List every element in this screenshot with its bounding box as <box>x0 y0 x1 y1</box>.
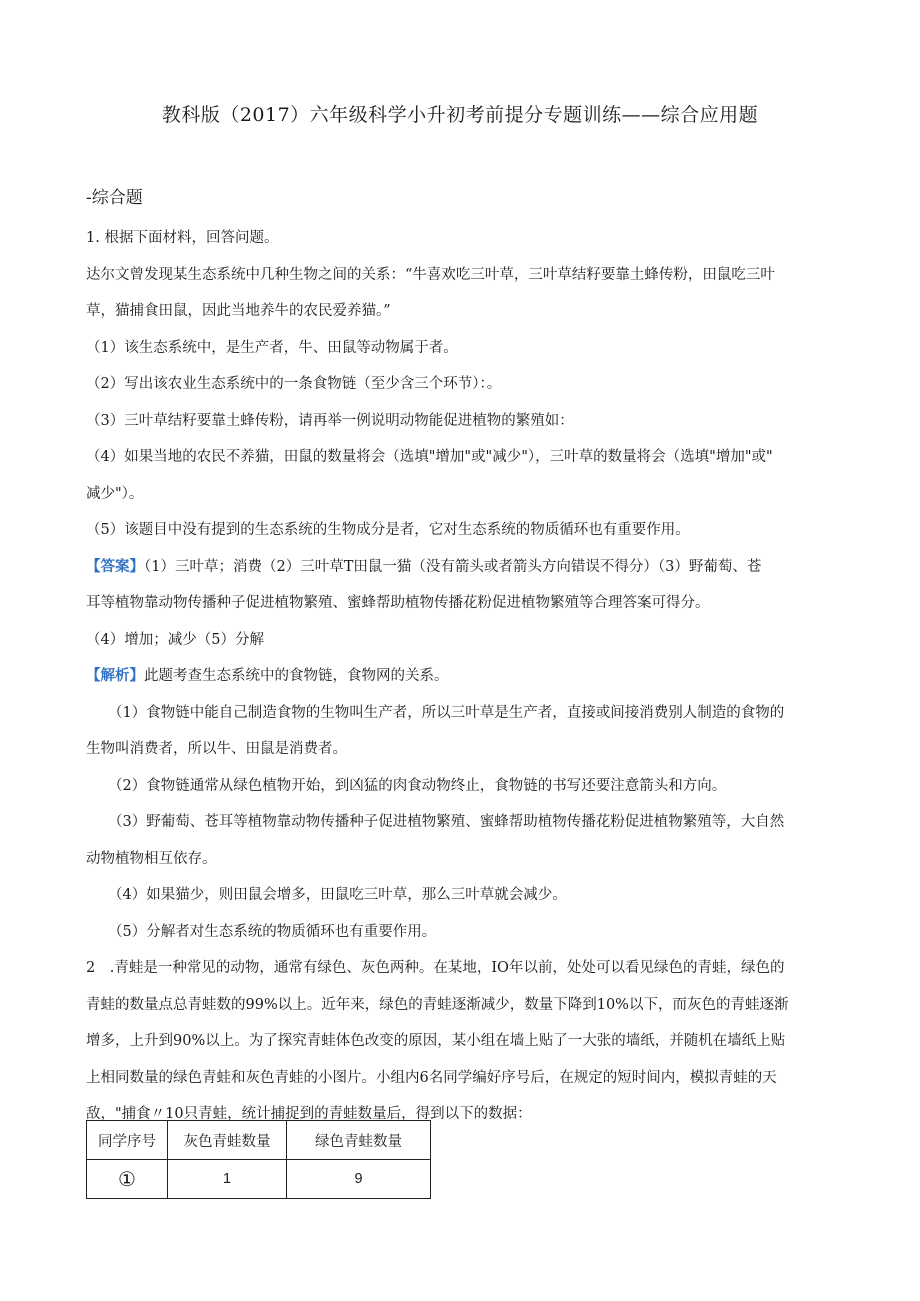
q2-text-line: 敌，"捕食〃10只青蛙，统计捕捉到的青蛙数量后，得到以下的数据： <box>86 1106 532 1122</box>
q1-analysis-line: 动物植物相互依存。 <box>86 850 217 867</box>
q1-sub-question-2: （2）写出该农业生态系统中的一条食物链（至少含三个环节）：。 <box>86 376 502 392</box>
table-header-cell: 灰色青蛙数量 <box>168 1121 287 1160</box>
q1-sub-question-4: （4）如果当地的农民不养猫，田鼠的数量将会（选填"增加"或"减少"），三叶草的数量将会（选填"增加"或" <box>86 449 773 465</box>
q1-sub-question-3: （3）三叶草结籽要靠土蜂传粉，请再举一例说明动物能促进植物的繁殖如： <box>86 412 574 429</box>
document-body <box>86 220 832 1133</box>
table-cell: 9 <box>287 1160 431 1199</box>
q1-material-line: 达尔文曾发现某生态系统中几种生物之间的关系：“牛喜欢吃三叶草，三叶草结籽要靠土蜂传粉，田鼠吃三叶 <box>86 266 775 283</box>
table-header-cell: 同学序号 <box>87 1121 168 1160</box>
q1-intro: 1. 根据下面材料，回答问题。 <box>86 230 279 246</box>
q1-analysis-line: （1）食物链中能自己制造食物的生物叫生产者，所以三叶草是生产者，直接或间接消费别人制造的食物的 <box>108 704 785 721</box>
q2-text-line: 增多，上升到90%以上。为了探究青蛙体色改变的原因，某小组在墙上贴了一大张的墙纸，并随机在墙纸上贴 <box>86 1033 786 1049</box>
analysis-tag: 【解析】 <box>86 667 144 684</box>
section-heading: -综合题 <box>86 188 143 208</box>
q2-text-line: 上相同数量的绿色青蛙和灰色青蛙的小图片。小组内6名同学编好序号后，在规定的短时间内，模拟青蛙的天 <box>86 1069 777 1086</box>
table-cell: ① <box>87 1160 168 1199</box>
q1-sub-question-4-cont: 减少"）。 <box>86 485 144 502</box>
q1-analysis-line: （4）如果猫少，则田鼠会增多，田鼠吃三叶草，那么三叶草就会减少。 <box>108 887 567 903</box>
q1-answer-line: 耳等植物靠动物传播种子促进植物繁殖、蜜蜂帮助植物传播花粉促进植物繁殖等合理答案可得分。 <box>86 595 710 611</box>
analysis-text: 此题考查生态系统中的食物链，食物网的关系。 <box>144 668 449 684</box>
q2-text-line: 青蛙的数量点总青蛙数的99%以上。近年来，绿色的青蛙逐渐减少，数量下降到10%以下，而灰色的青蛙逐渐 <box>86 996 789 1013</box>
table-row <box>87 1160 431 1199</box>
q1-sub-question-1: （1）该生态系统中，是生产者，牛、田鼠等动物属于者。 <box>86 339 458 356</box>
q1-analysis-line: （3）野葡萄、苍耳等植物靠动物传播种子促进植物繁殖、蜜蜂帮助植物传播花粉促进植物繁殖等，大自然 <box>108 814 785 830</box>
q1-analysis-line: （2）食物链通常从绿色植物开始，到凶猛的肉食动物终止，食物链的书写还要注意箭头和方向。 <box>108 777 727 794</box>
q1-analysis-line <box>86 658 832 695</box>
q1-sub-question-5: （5）该题目中没有提到的生态系统的生物成分是者，它对生态系统的物质循环也有重要作用。 <box>86 522 690 538</box>
frog-data-table <box>86 1120 431 1199</box>
q1-answer-line: （4）增加；减少（5）分解 <box>86 631 264 648</box>
table-cell: 1 <box>168 1160 287 1199</box>
page-title: 教科版（2017）六年级科学小升初考前提分专题训练——综合应用题 <box>161 104 759 126</box>
q1-material-line: 草，猫捕食田鼠，因此当地养牛的农民爱养猫。” <box>86 303 391 319</box>
table-header-row <box>87 1121 431 1160</box>
q1-analysis-line: 生物叫消费者，所以牛、田鼠是消费者。 <box>86 741 347 757</box>
answer-text: （1）三叶草；消费（2）三叶草T田鼠一猫（没有箭头或者箭头方向错误不得分）（3）野葡萄、苍 <box>144 558 762 575</box>
q2-text-line: 2 .青蛙是一种常见的动物，通常有绿色、灰色两种。在某地，IO年以前，处处可以看见绿色的青蛙，绿色的 <box>86 960 785 976</box>
answer-tag: 【答案】 <box>86 557 144 575</box>
q1-answer-line <box>86 549 832 586</box>
table-header-cell: 绿色青蛙数量 <box>287 1121 431 1160</box>
q1-analysis-line: （5）分解者对生态系统的物质循环也有重要作用。 <box>108 923 437 940</box>
